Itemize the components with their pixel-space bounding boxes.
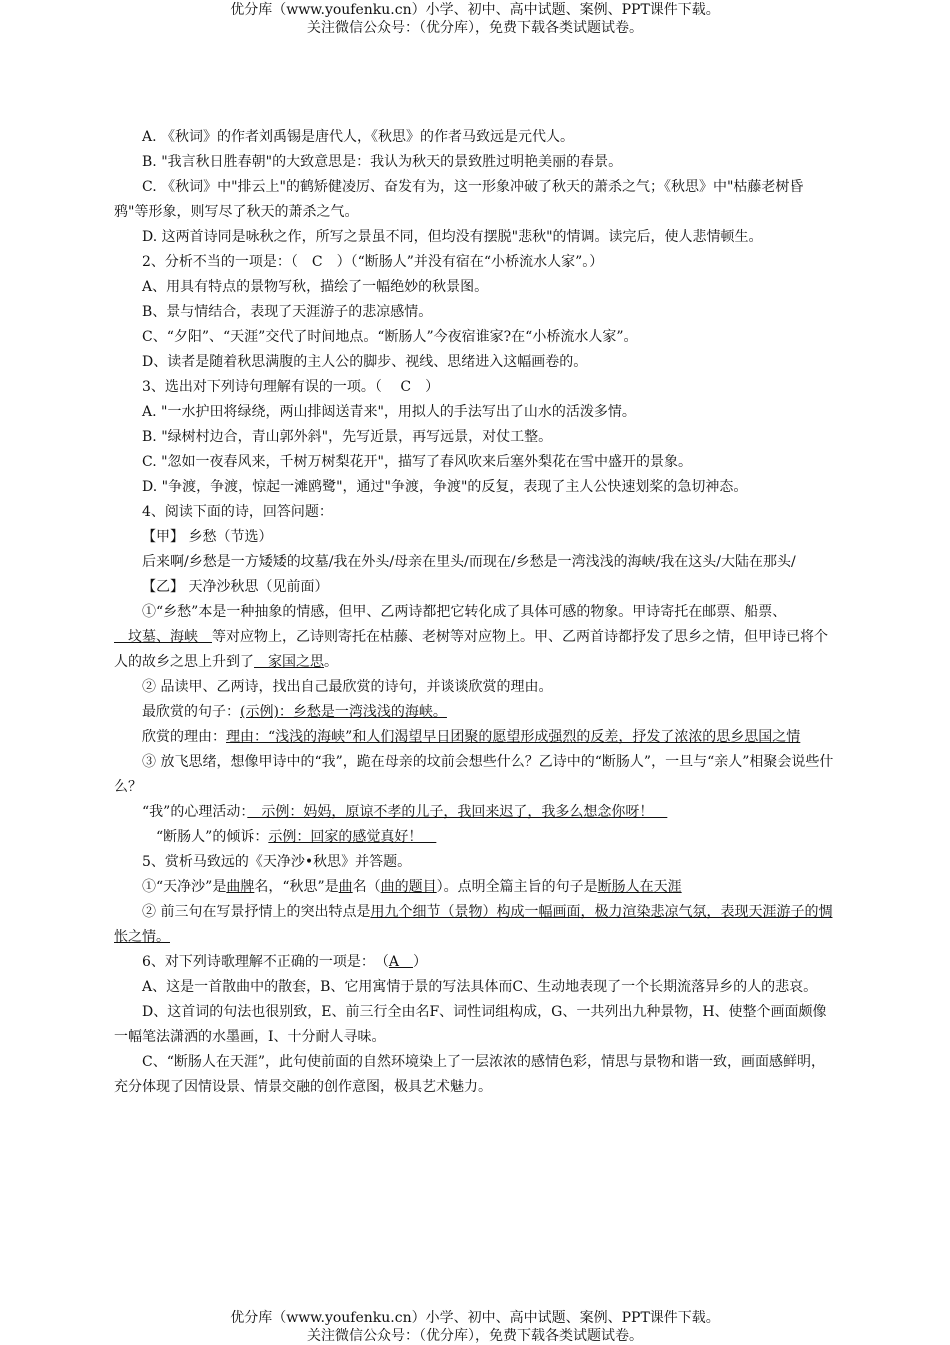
q5-stem: 5、赏析马致远的《天净沙•秋思》并答题。 — [142, 854, 412, 870]
footer-line-2: 关注微信公众号：（优分库），免费下载各类试题试卷。 — [307, 1328, 643, 1344]
q6-stem — [114, 950, 836, 975]
q1-option-a: A. 《秋词》的作者刘禹锡是唐代人，《秋思》的作者马致远是元代人。 — [142, 129, 575, 145]
q5-line-2 — [114, 900, 836, 950]
q3-option-b: B. "绿树村边合，青山郭外斜"，先写近景，再写远景，对仗工整。 — [142, 429, 553, 445]
q2-option-d: D、读者是随着秋思满腹的主人公的脚步、视线、思绪进入这幅画卷的。 — [142, 354, 588, 370]
footer-line-1: 优分库（www.youfenku.cn）小学、初中、高中试题、案例、PPT课件下载。 — [230, 1310, 720, 1326]
reason-answer: 理由：“浅浅的海峡”和人们渴望早日团聚的愿望形成强烈的反差，抒发了浓浓的思乡思国之情 — [226, 729, 801, 745]
q5-line-1 — [114, 875, 836, 900]
q5-l1-text-a: ①“天净沙”是 — [142, 879, 227, 895]
q6-para-1: A、这是一首散曲中的散套，B、它用寓情于景的写法具体而C、生动地表现了一个长期流落异乡的人的悲哀。 — [142, 979, 818, 995]
q4-duanchangren-line — [114, 825, 836, 850]
q4-sub2: ② 品读甲、乙两诗，找出自己最欣赏的诗句，并谈谈欣赏的理由。 — [142, 679, 553, 695]
q5-answer-title: 曲的题目 — [380, 879, 437, 895]
wo-answer: 示例：妈妈，原谅不孝的儿子，我回来迟了，我多么想念你呀！ — [247, 804, 668, 820]
q4-stem: 4、阅读下面的诗，回答问题： — [142, 504, 333, 520]
q5-answer-qupai: 曲牌 — [226, 879, 255, 895]
q5-l1-text-d: ）。点明全篇主旨的句子是 — [436, 879, 598, 895]
wo-label: “我”的心理活动： — [142, 804, 248, 820]
q4-poem-yi-title: 【乙】 天净沙秋思（见前面） — [142, 579, 329, 595]
q4-sub1-answer-2: 家国之思 — [254, 654, 324, 670]
header-line-1: 优分库（www.youfenku.cn）小学、初中、高中试题、案例、PPT课件下载。 — [230, 2, 720, 18]
q3-option-d: D. "争渡，争渡，惊起一滩鸥鹭"，通过"争渡，争渡"的反复，表现了主人公快速划桨的急切神态。 — [142, 479, 748, 495]
q1-option-d: D. 这两首诗同是咏秋之作，所写之景虽不同，但均没有摆脱"悲秋"的情调。读完后，使人悲情顿生。 — [142, 229, 763, 245]
q4-sub1-mid: 等对应物上，乙诗则寄托在枯藤、老树等对应物上。甲、乙两首诗都抒发了思乡之情，但甲诗已将个人的故乡之思上升到了 — [114, 629, 828, 670]
q2-stem: 2、分析不当的一项是：（ C ）（“断肠人”并没有宿在“小桥流水人家”。） — [142, 254, 604, 270]
q4-sub1-end: 。 — [324, 654, 338, 670]
header-line-2: 关注微信公众号：（优分库），免费下载各类试题试卷。 — [307, 20, 643, 36]
q1-option-b: B. "我言秋日胜春朝"的大致意思是：我认为秋天的景致胜过明艳美丽的春景。 — [142, 154, 623, 170]
q6-para-2: D、这首词的句法也很别致，E、前三行全由名F、词性词组构成，G、一共列出九种景物，H、使整个画面颇像一幅笔法潇洒的水墨画，I、十分耐人寻味。 — [114, 1004, 827, 1045]
q5-l2-text: ② 前三句在写景抒情上的突出特点是 — [142, 904, 371, 920]
q4-favorite-line — [114, 700, 836, 725]
q3-option-a: A. "一水护田将绿绕，两山排闼送青来"，用拟人的手法写出了山水的活泼多情。 — [142, 404, 636, 420]
duanchangren-answer: 示例：回家的感觉真好！ — [268, 829, 437, 845]
q1-option-c: C. 《秋词》中"排云上"的鹤矫健凌厉、奋发有为，这一形象冲破了秋天的萧杀之气；《秋思》中"枯藤老树昏鸦"等形象，则写尽了秋天的萧杀之气。 — [114, 179, 804, 220]
q4-wo-line — [114, 800, 836, 825]
q4-sub1-pre: ①“乡愁”本是一种抽象的情感，但甲、乙两诗都把它转化成了具体可感的物象。甲诗寄托在邮票、船票、 — [142, 604, 780, 620]
q2-option-c: C、“夕阳”、“天涯”交代了时间地点。“断肠人”今夜宿谁家?在“小桥流水人家”。 — [142, 329, 638, 345]
q4-sub1-answer-1: 坟墓、海峡 — [114, 629, 212, 645]
q4-poem-jia-text: 后来啊/乡愁是一方矮矮的坟墓/我在外头/母亲在里头/而现在/乡愁是一湾浅浅的海峡/我在这头/大陆在那头/ — [142, 554, 796, 570]
q2-option-a: A、用具有特点的景物写秋，描绘了一幅绝妙的秋景图。 — [142, 279, 489, 295]
q4-sub3: ③ 放飞思绪，想像甲诗中的“我”，跪在母亲的坟前会想些什么？乙诗中的“断肠人”，一旦与“亲人”相聚会说些什么？ — [114, 754, 834, 795]
q4-reason-line — [114, 725, 836, 750]
q6-stem-text: 6、对下列诗歌理解不正确的一项是： （ — [142, 954, 389, 970]
document-body — [114, 125, 836, 1100]
q5-answer-qu: 曲 — [338, 879, 353, 895]
favorite-label: 最欣赏的句子： — [142, 704, 240, 720]
page-footer — [0, 1309, 950, 1345]
q6-stem-end: ） — [413, 954, 428, 970]
duanchangren-label: “断肠人”的倾诉： — [156, 829, 269, 845]
page-header — [0, 1, 950, 37]
q4-sub1 — [114, 600, 836, 675]
q2-option-b: B、景与情结合，表现了天涯游子的悲凉感情。 — [142, 304, 433, 320]
q3-option-c: C. "忽如一夜春风来，千树万树梨花开"，描写了春风吹来后塞外梨花在雪中盛开的景象。 — [142, 454, 692, 470]
favorite-answer: (示例)：乡愁是一湾浅浅的海峡。 — [240, 704, 447, 720]
q3-stem: 3、选出对下列诗句理解有误的一项。（ C ） — [142, 379, 440, 395]
q4-poem-jia-title: 【甲】 乡愁（节选） — [142, 529, 273, 545]
q5-l1-text-b: 名，“秋思”是 — [254, 879, 339, 895]
q6-answer: A — [388, 954, 414, 970]
q5-answer-feature: 用九个细节（景物）构成一幅画面，极力渲染悲凉气氛，表现天涯游子的惆怅之情。 — [114, 904, 833, 945]
q5-l1-text-c: 名（ — [352, 879, 381, 895]
reason-label: 欣赏的理由： — [142, 729, 226, 745]
q5-answer-theme: 断肠人在天涯 — [597, 879, 682, 895]
q6-para-3: C、“断肠人在天涯”，此句使前面的自然环境染上了一层浓浓的感情色彩，情思与景物和谐一致，画面感鲜明，充分体现了因情设景、情景交融的创作意图，极具艺术魅力。 — [114, 1054, 826, 1095]
